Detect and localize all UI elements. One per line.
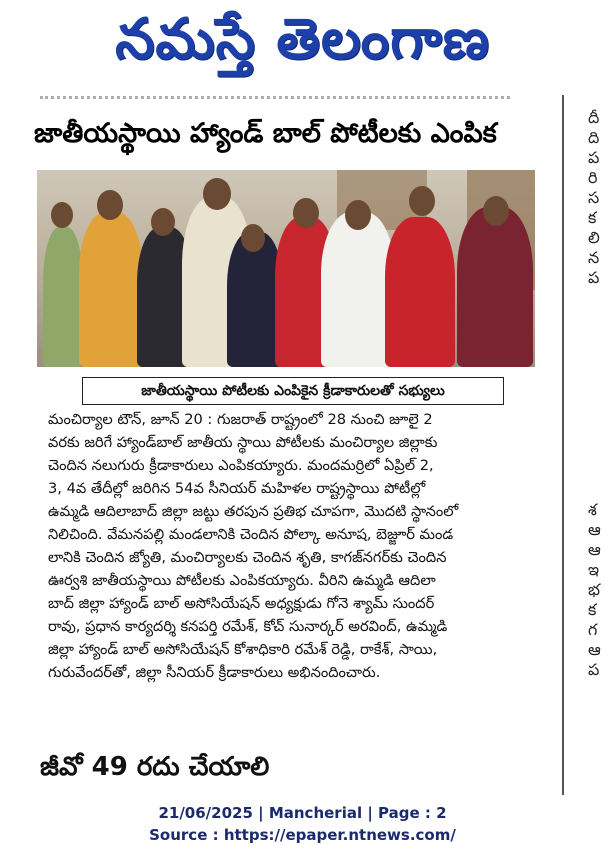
side-glyph: గ [588,620,598,639]
body-line: లానికి చెందిన జ్యోతి, మంచిర్యాలకు చెందిన శృతి, కాగజ్‌నగర్‌కు చెందిన [48,549,447,566]
body-line: ఉమ్మడి ఆదిలాబాద్ జిల్లా జట్టు తరపున ప్రతిభ చూపగా, మొదటి స్థానంలో [48,503,459,520]
body-line: ఊర్వశి జాతీయస్థాయి పోటీలకు ఎంపికయ్యారు. వీరిని ఉమ్మడి ఆదిలా [48,572,436,589]
footer-source[interactable]: Source : https://epaper.ntnews.com/ [149,826,456,844]
side-column-bottom [588,500,605,680]
body-line: గురువేందర్‌తో, జిల్లా సీనియర్ క్రీడాకారులు అభినందించారు. [48,664,381,681]
side-glyph: ఇ [588,560,600,579]
side-glyph: ప [588,148,600,167]
photo-caption: జాతీయస్థాయి పోటీలకు ఎంపికైన క్రీడాకారులతో సభ్యులు [82,377,504,405]
body-line: నిలిచింది. వేమనపల్లి మండలానికి చెందిన పోల్కా అనూష, బెజ్జూర్ మండ [48,526,454,543]
body-line: జిల్లా హ్యాండ్ బాల్ అసోసియేషన్ కోశాధికారి రమేశ్ రెడ్డి, రాకేశ్, సాయి, [48,641,438,658]
body-line: వరకు జరిగే హ్యాండ్‌బాల్ జాతీయ స్థాయి పోటీలకు మంచిర్యాల జిల్లాకు [48,434,438,451]
side-glyph: రి [588,168,598,187]
side-glyph: న [588,248,600,267]
side-glyph: క [588,208,597,227]
newspaper-title: నమస్తే తెలంగాణ [115,6,490,72]
footer-dateline: 21/06/2025 | Mancherial | Page : 2 [158,804,447,822]
side-glyph: శ [588,500,597,519]
side-glyph: స [588,188,600,207]
body-line: చెందిన నలుగురు క్రీడాకారులు ఎంపికయ్యారు. మందమర్రిలో ఏప్రిల్ 2, [48,457,434,474]
side-glyph: ది [588,128,600,147]
body-line: రావు, ప్రధాన కార్యదర్శి కనపర్తి రమేశ్, కోచ్ సునార్కర్ అరవింద్, ఉమ్మడి [48,618,448,635]
side-column-top [588,108,605,288]
side-glyph: ఆ [588,520,601,539]
masthead [0,0,605,92]
side-glyph: ఆ [588,640,601,659]
side-glyph: క [588,600,597,619]
clipping-cut-line [40,96,510,107]
side-glyph: లి [588,228,600,247]
body-line: బాద్ జిల్లా హ్యాండ్ బాల్ అసోసియేషన్ అధ్యక్షుడు గోనె శ్యామ్ సుందర్ [48,595,435,612]
next-story-headline: జీవో 49 రదు చేయాలి [40,752,270,782]
side-glyph: దీ [588,108,600,127]
article-headline: జాతీయస్థాయి హ్యాండ్ బాల్ పోటీలకు ఎంపిక [34,118,497,149]
side-glyph: ప [588,268,600,287]
side-glyph: భ [588,580,601,599]
side-glyph: ఆ [588,540,601,559]
article-body [48,408,553,684]
group-photo [37,170,535,367]
column-divider [562,95,564,795]
side-glyph: ప [588,660,600,679]
body-line: మంచిర్యాల టౌన్, జూన్ 20 : గుజరాత్ రాష్ట్రంలో 28 నుంచి జూలై 2 [48,411,433,428]
body-line: 3, 4వ తేదీల్లో జరిగిన 54వ సీనియర్ మహిళల రాష్ట్రస్థాయి పోటీల్లో [48,480,426,497]
